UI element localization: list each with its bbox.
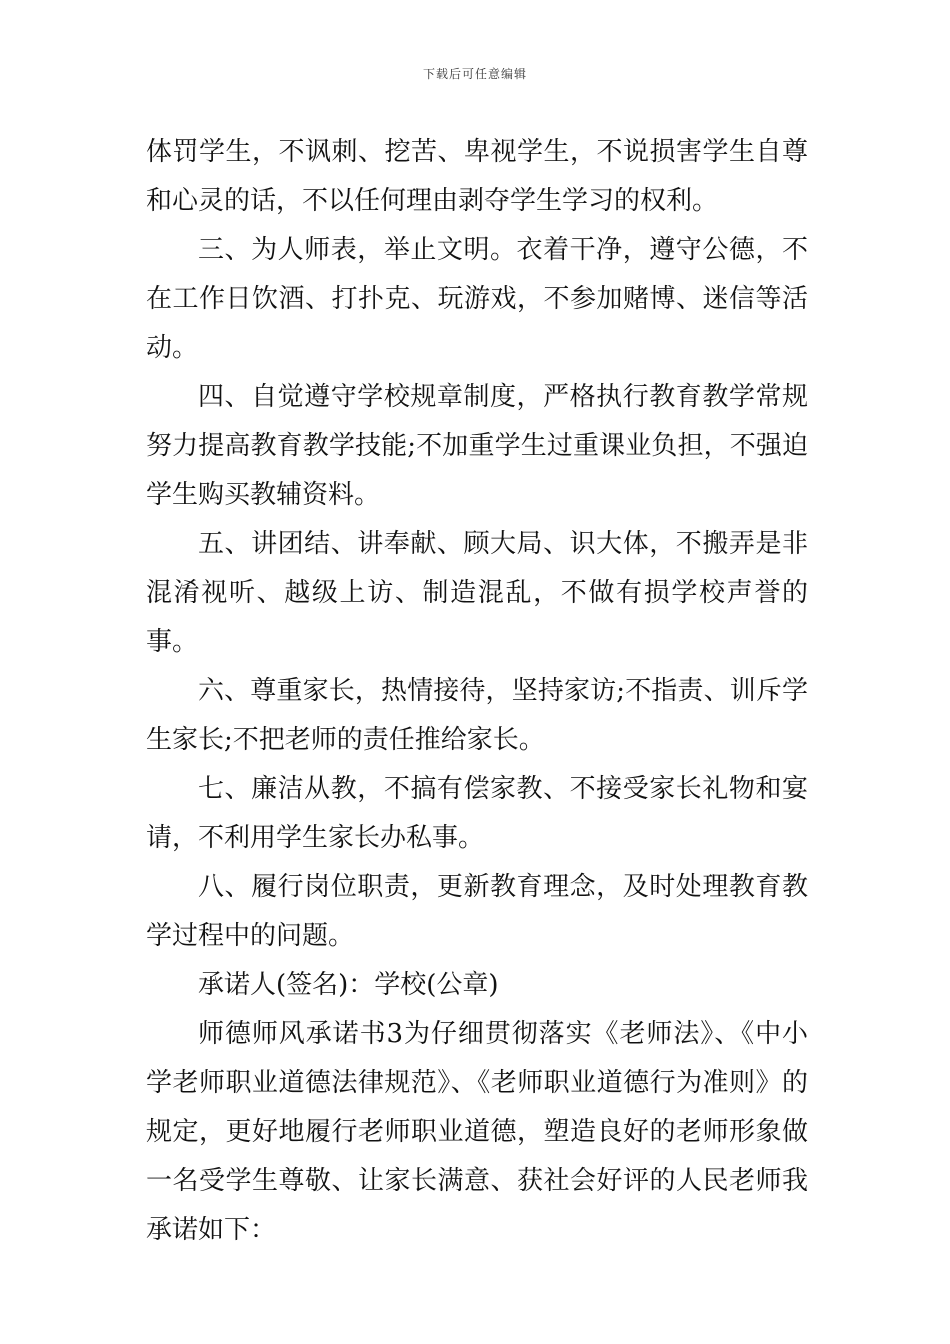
paragraph-item-5: 五、讲团结、讲奉献、顾大局、识大体，不搬弄是非混淆视听、越级上访、制造混乱，不做有损学校声誉的事。	[146, 529, 808, 657]
paragraph-pledge-3-intro: 师德师风承诺书3为仔细贯彻落实《老师法》、《中小学老师职业道德法律规范》、《老师职业道德行为准则》的规定，更好地履行老师职业道德，塑造良好的老师形象做一名受学生尊敬、让家长满意、获社会好评的人民老师我承诺如下：	[146, 1019, 808, 1245]
page-header: 下载后可任意编辑	[422, 67, 527, 81]
signature-line: 承诺人(签名)：学校(公章)	[198, 970, 499, 1000]
paragraph-item-6: 六、尊重家长，热情接待，坚持家访;不指责、训斥学生家长;不把老师的责任推给家长。	[146, 676, 808, 755]
paragraph-item-7: 七、廉洁从教，不搞有偿家教、不接受家长礼物和宴请，不利用学生家长办私事。	[146, 774, 808, 853]
paragraph-item-4: 四、自觉遵守学校规章制度，严格执行教育教学常规努力提高教育教学技能;不加重学生过重课业负担，不强迫学生购买教辅资料。	[146, 382, 808, 510]
document-body	[146, 128, 808, 1255]
paragraph-item-3: 三、为人师表，举止文明。衣着干净，遵守公德，不在工作日饮酒、打扑克、玩游戏，不参加赌博、迷信等活动。	[146, 235, 808, 363]
paragraph-continuation: 体罚学生，不讽刺、挖苦、卑视学生，不说损害学生自尊和心灵的话，不以任何理由剥夺学生学习的权利。	[146, 137, 808, 216]
paragraph-item-8: 八、履行岗位职责，更新教育理念，及时处理教育教学过程中的问题。	[146, 872, 808, 951]
